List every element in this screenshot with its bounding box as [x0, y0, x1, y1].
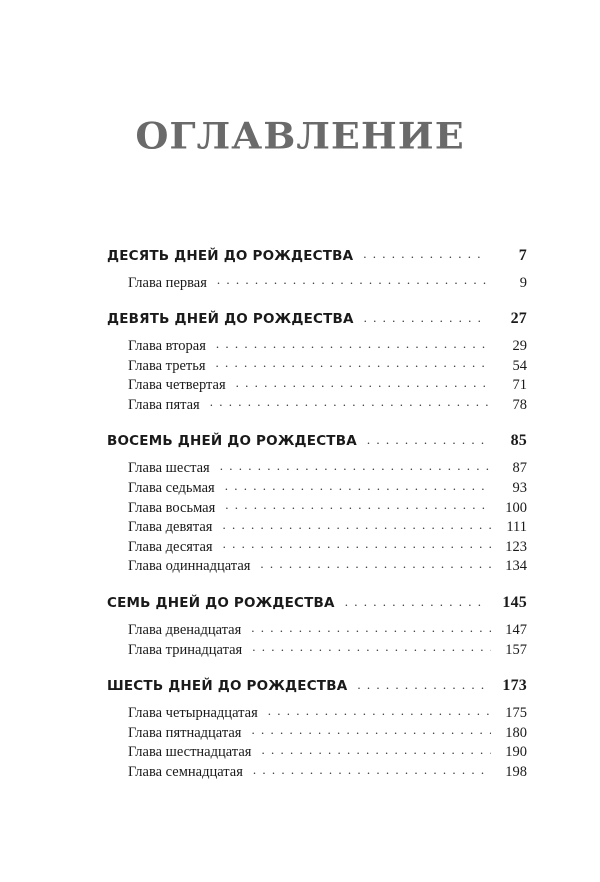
chapter-title: Глава пятнадцатая [128, 724, 242, 741]
chapter-title: Глава четырнадцатая [128, 705, 258, 722]
chapter-page-number: 9 [519, 274, 527, 291]
toc-section [107, 594, 527, 659]
chapter-page-number: 87 [512, 460, 527, 477]
dot-leader [222, 517, 491, 532]
dot-leader [251, 722, 491, 737]
dot-leader [210, 394, 491, 409]
toc-section [107, 677, 527, 781]
chapter-page-number: 198 [505, 764, 527, 780]
toc-chapter-entry[interactable] [107, 497, 527, 517]
dot-leader [367, 432, 485, 446]
chapter-title: Глава вторая [128, 338, 206, 355]
part-page-number: 27 [510, 310, 527, 328]
dot-leader [252, 639, 491, 654]
dot-leader [364, 310, 485, 324]
toc-chapter-entry[interactable] [107, 517, 527, 537]
chapter-title: Глава одиннадцатая [128, 558, 251, 575]
dot-leader [217, 272, 491, 287]
chapter-title: Глава седьмая [128, 480, 215, 497]
toc-chapter-entry[interactable] [107, 355, 527, 375]
part-page-number: 7 [518, 246, 527, 264]
chapter-title: Глава десятая [128, 538, 213, 555]
chapter-title: Глава третья [128, 357, 206, 374]
dot-leader [225, 497, 491, 512]
chapter-page-number: 175 [505, 705, 527, 722]
toc-part-entry[interactable] [107, 594, 527, 616]
toc-chapter-entry[interactable] [107, 478, 527, 498]
chapter-title: Глава шестая [128, 460, 210, 477]
chapter-title: Глава двенадцатая [128, 622, 242, 639]
chapter-page-number: 29 [512, 338, 527, 355]
toc-chapter-entry[interactable] [107, 722, 527, 742]
toc-chapter-entry[interactable] [107, 394, 527, 414]
chapter-title: Глава семнадцатая [128, 764, 243, 780]
toc-chapter-entry[interactable] [107, 620, 527, 640]
chapter-page-number: 100 [505, 499, 527, 516]
toc-part-entry[interactable] [107, 677, 527, 699]
toc-chapter-entry[interactable] [107, 458, 527, 478]
dot-leader [251, 620, 491, 635]
toc-chapter-entry[interactable] [107, 272, 527, 292]
dot-leader [261, 742, 491, 757]
dot-leader [253, 762, 491, 777]
dot-leader [236, 375, 491, 390]
dot-leader [268, 703, 491, 718]
chapter-page-number: 93 [512, 480, 527, 497]
toc-part-entry[interactable] [107, 310, 527, 332]
part-title: ШЕСТЬ ДНЕЙ ДО РОЖДЕСТВА [107, 678, 348, 695]
chapter-page-number: 111 [506, 519, 527, 536]
chapter-page-number: 180 [505, 724, 527, 741]
dot-leader [260, 556, 491, 571]
chapter-page-number: 134 [505, 558, 527, 575]
chapter-title: Глава четвертая [128, 377, 226, 394]
chapter-page-number: 78 [512, 396, 527, 413]
toc-chapter-entry[interactable] [107, 375, 527, 395]
dot-leader [357, 677, 485, 691]
part-page-number: 145 [502, 594, 527, 612]
toc-section [107, 310, 527, 414]
toc-section [107, 246, 527, 292]
page-title: ОГЛАВЛЕНИЕ [135, 114, 465, 157]
dot-leader [216, 355, 492, 370]
dot-leader [345, 594, 485, 608]
toc-chapter-entry[interactable] [107, 639, 527, 659]
dot-leader [225, 478, 491, 493]
dot-leader [220, 458, 491, 473]
part-title: СЕМЬ ДНЕЙ ДО РОЖДЕСТВА [107, 595, 335, 612]
dot-leader [223, 536, 491, 551]
chapter-title: Глава шестнадцатая [128, 744, 252, 761]
part-title: ДЕСЯТЬ ДНЕЙ ДО РОЖДЕСТВА [107, 247, 354, 264]
toc-section [107, 432, 527, 576]
chapter-title: Глава пятая [128, 396, 200, 413]
toc-chapter-entry[interactable] [107, 336, 527, 356]
toc-chapter-entry[interactable] [107, 742, 527, 762]
chapter-title: Глава тринадцатая [128, 641, 243, 658]
table-of-contents [107, 246, 527, 799]
part-page-number: 173 [502, 677, 527, 695]
chapter-page-number: 190 [505, 744, 527, 761]
part-page-number: 85 [510, 432, 527, 450]
chapter-page-number: 147 [505, 622, 527, 639]
toc-chapter-entry[interactable] [107, 703, 527, 723]
dot-leader [216, 336, 491, 351]
chapter-title: Глава девятая [128, 519, 213, 536]
toc-part-entry[interactable] [107, 432, 527, 454]
part-title: ВОСЕМЬ ДНЕЙ ДО РОЖДЕСТВА [107, 433, 357, 450]
part-title: ДЕВЯТЬ ДНЕЙ ДО РОЖДЕСТВА [107, 311, 354, 328]
toc-chapter-entry[interactable] [107, 556, 527, 576]
chapter-page-number: 157 [505, 641, 527, 658]
toc-chapter-entry[interactable] [107, 536, 527, 556]
chapter-page-number: 123 [505, 538, 527, 555]
chapter-page-number: 71 [512, 377, 527, 394]
toc-chapter-entry[interactable] [107, 762, 527, 782]
chapter-title: Глава первая [128, 274, 207, 291]
dot-leader [363, 246, 485, 260]
toc-part-entry[interactable] [107, 246, 527, 268]
chapter-title: Глава восьмая [128, 499, 216, 516]
chapter-page-number: 54 [512, 357, 527, 374]
